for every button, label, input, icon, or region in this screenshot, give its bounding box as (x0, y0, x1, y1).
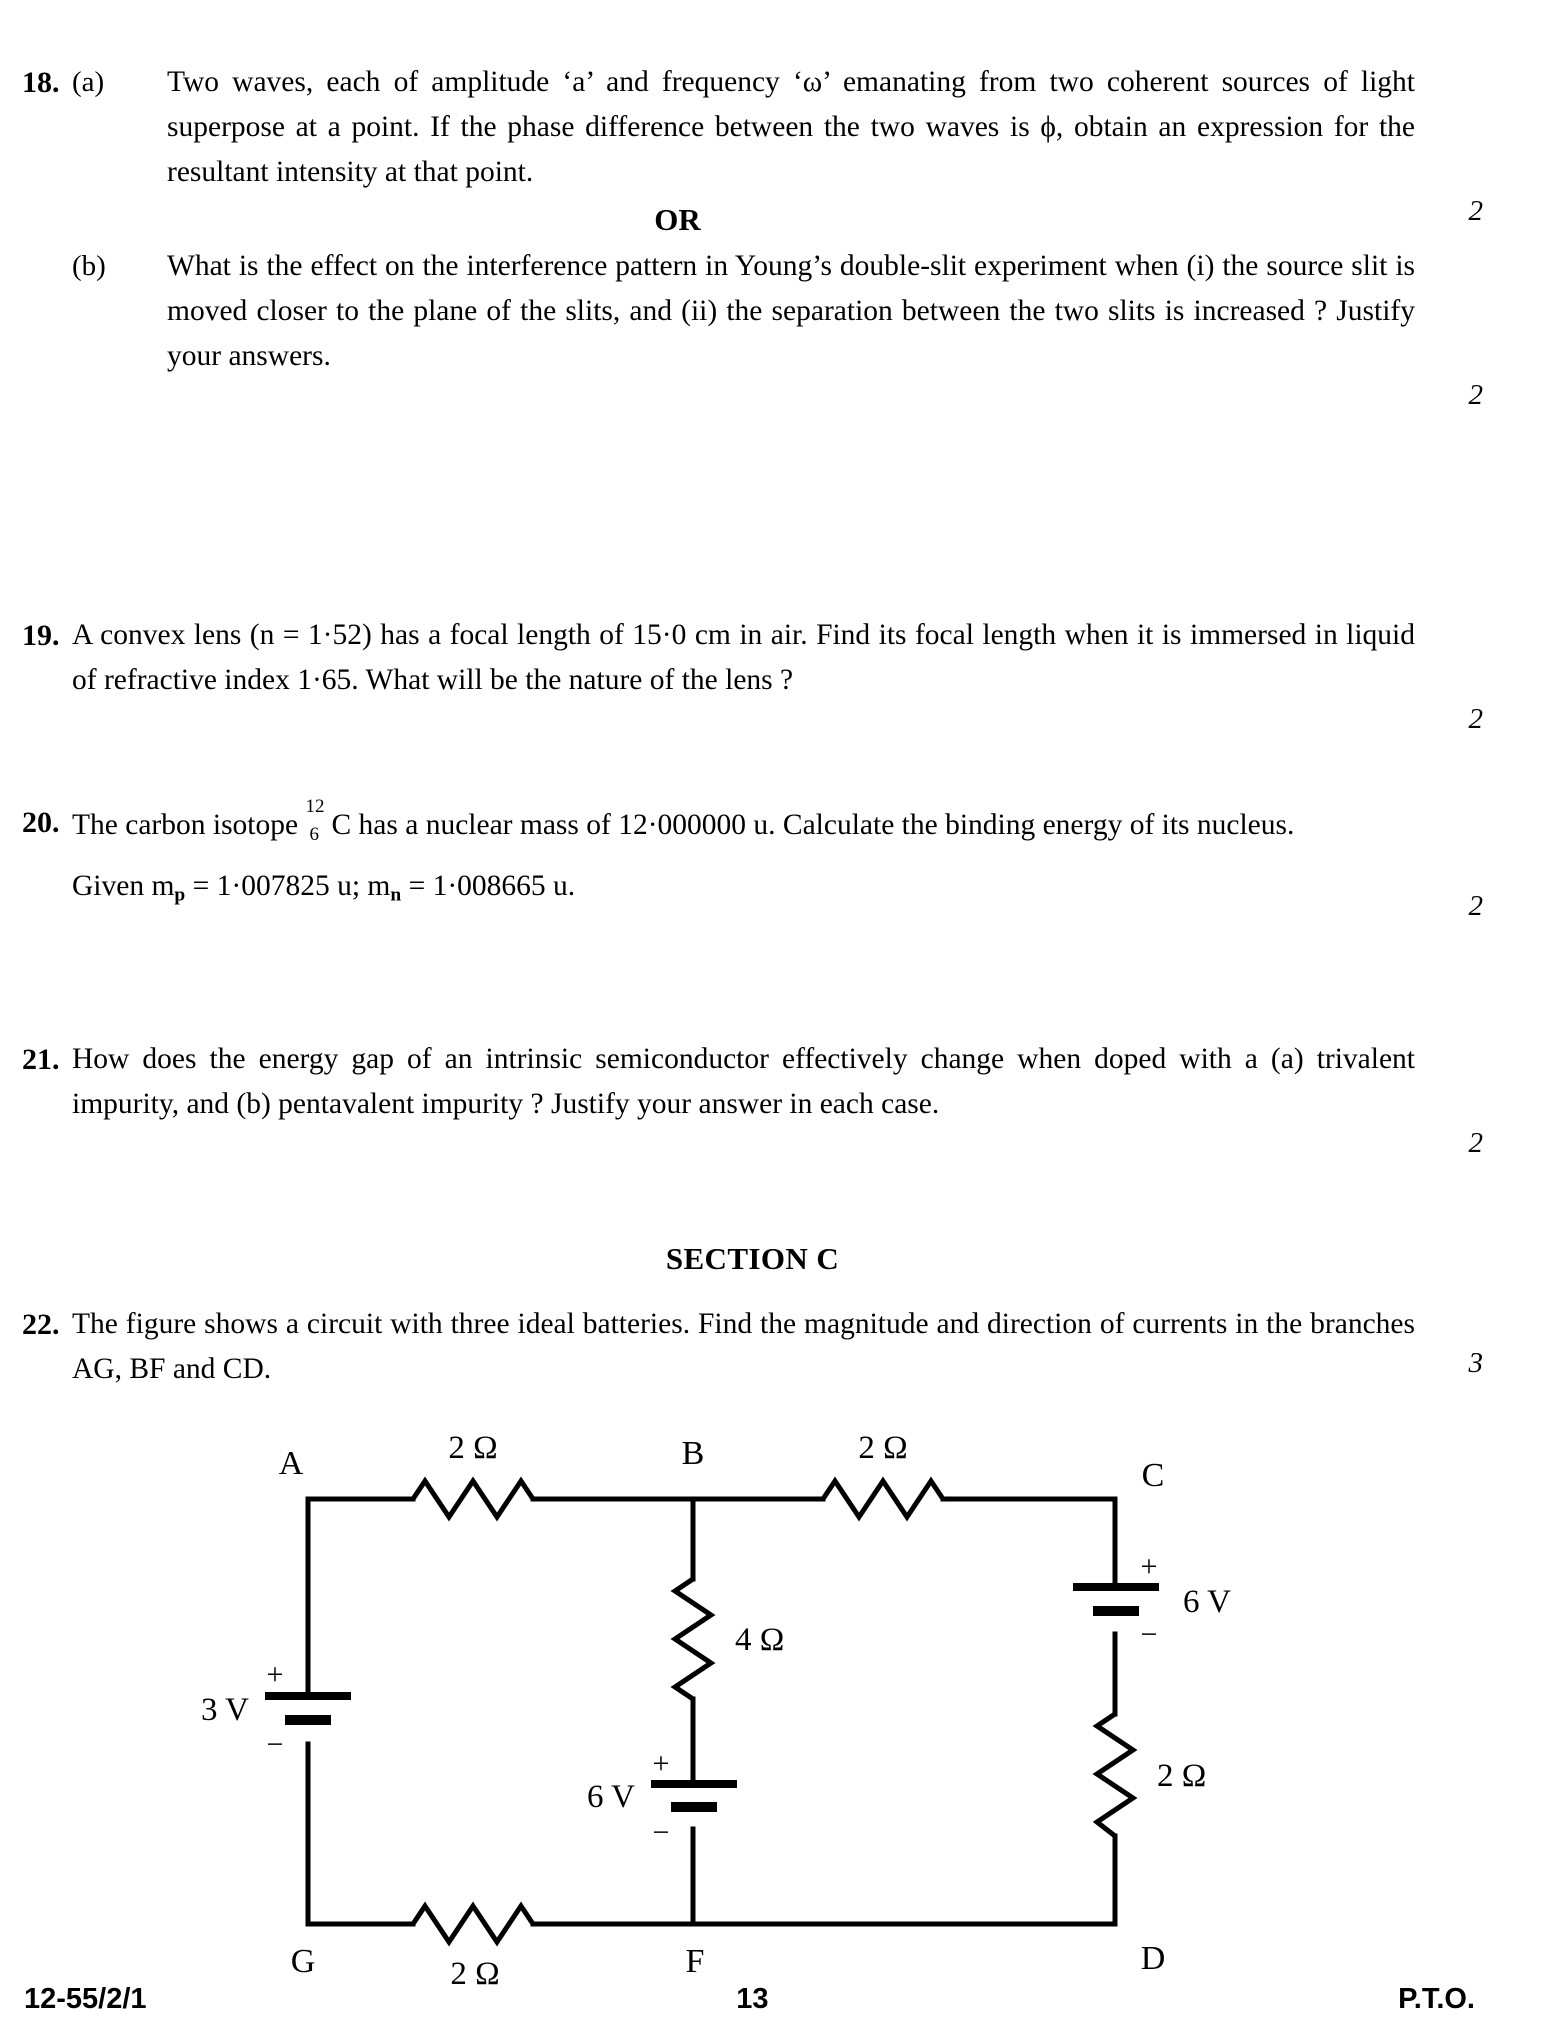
question-20-text-after-isotope: has a nuclear mass of 12·000000 u. Calculate the binding energy of its nucleus. (351, 809, 1295, 841)
question-19 (0, 613, 1505, 735)
question-18-part-b (0, 244, 1505, 412)
footer-paper-code: 12-55/2/1 (24, 1983, 147, 2015)
battery-ag-plus-sign: + (266, 1658, 283, 1691)
resistor-bf-zigzag (675, 1579, 711, 1699)
battery-bf-label: 6 V (586, 1779, 635, 1815)
resistor-gf-zigzag (413, 1906, 533, 1942)
resistor-ab-zigzag (413, 1481, 533, 1517)
node-label-b: B (681, 1435, 704, 1472)
battery-cd-label: 6 V (1182, 1584, 1231, 1620)
question-22-number: 22. (22, 1308, 60, 1341)
question-19-text: A convex lens (n = 1·52) has a focal length of 15·0 cm in air. Find its focal length when it is immersed in liquid of refractive index 1·65. What will be the nature of the lens ? (72, 619, 1415, 696)
footer-page-number: 13 (736, 1983, 769, 2015)
node-label-a: A (278, 1445, 303, 1482)
question-18-part-b-marks: 2 (1468, 379, 1483, 412)
battery-ag-label: 3 V (200, 1692, 249, 1728)
question-18-part-a-text: Two waves, each of amplitude ‘a’ and frequency ‘ω’ emanating from two coherent sources of light superpose at a point. If the phase difference between the two waves is ϕ, obtain an expression for the resultant intensity at that point. (167, 66, 1415, 188)
isotope-mass-number: 12 (305, 795, 325, 817)
circuit-wires (308, 1499, 1115, 1924)
question-20-text (72, 795, 1433, 850)
question-18-or-label: OR (654, 202, 701, 238)
given-subscript-neutron: n (390, 884, 402, 906)
resistor-bf-label: 4 Ω (734, 1622, 784, 1658)
battery-cd-minus-sign: − (1140, 1618, 1157, 1651)
circuit-figure (0, 1424, 1505, 1992)
question-21-number: 21. (22, 1043, 60, 1076)
resistor-cd-label: 2 Ω (1156, 1758, 1206, 1794)
question-20-marks: 2 (1468, 890, 1483, 922)
question-21-marks: 2 (1468, 1127, 1483, 1159)
isotope-atomic-number: 6 (309, 823, 319, 845)
given-suffix: = 1·008665 u. (401, 870, 576, 903)
resistor-bc-zigzag (823, 1481, 943, 1517)
battery-ag-minus-sign: − (266, 1728, 283, 1761)
question-18-part-a (0, 60, 1505, 227)
isotope-symbol: C (331, 809, 352, 841)
question-22-marks: 3 (1468, 1347, 1483, 1379)
node-label-g: G (290, 1943, 315, 1980)
question-22-text: The figure shows a circuit with three ideal batteries. Find the magnitude and direction of currents in the branches AG, BF and CD. (72, 1308, 1415, 1385)
given-subscript-proton: p (174, 884, 186, 906)
resistor-ab-label: 2 Ω (447, 1430, 498, 1466)
given-mid: = 1·007825 u; m (185, 870, 391, 903)
battery-bf-minus-sign: − (652, 1816, 669, 1849)
question-20 (0, 795, 1505, 922)
battery-cd-6v (1073, 1550, 1231, 1651)
isotope-carbon-12 (305, 795, 331, 845)
node-label-d: D (1140, 1940, 1165, 1977)
question-18-part-a-marks: 2 (1468, 195, 1483, 227)
question-18-part-b-text: What is the effect on the interference pattern in Young’s double-slit experiment when (i) the source slit is moved closer to the plane of the slits, and (ii) the separation between the two slits is increased ? Justify your answers. (167, 250, 1415, 373)
question-19-marks: 2 (1468, 703, 1483, 735)
question-18-number: 18. (22, 66, 60, 99)
section-c-heading: SECTION C (665, 1241, 840, 1276)
resistor-cd-zigzag (1097, 1714, 1133, 1836)
question-19-number: 19. (22, 619, 60, 652)
question-22 (0, 1302, 1505, 1392)
battery-cd-plus-sign: + (1140, 1550, 1157, 1583)
node-label-c: C (1141, 1457, 1164, 1494)
question-21 (0, 1037, 1505, 1159)
question-20-text-before-isotope: The carbon isotope (72, 809, 306, 841)
resistor-bc-label: 2 Ω (857, 1430, 908, 1466)
question-18-part-a-label: (a) (72, 66, 105, 98)
question-18 (0, 60, 1505, 412)
circuit-diagram-svg (200, 1424, 1253, 1992)
footer-pto: P.T.O. (1398, 1983, 1475, 2015)
resistor-gf-label: 2 Ω (449, 1956, 500, 1992)
battery-bf-6v (587, 1747, 737, 1849)
question-18-part-b-label: (b) (72, 250, 106, 283)
node-label-f: F (685, 1943, 704, 1980)
battery-bf-plus-sign: + (652, 1747, 669, 1780)
question-21-text: How does the energy gap of an intrinsic semiconductor effectively change when doped with a (a) trivalent impurity, and (b) pentavalent impurity ? Justify your answer in each case. (72, 1043, 1415, 1120)
question-20-given-text (72, 864, 1433, 910)
question-20-number: 20. (22, 806, 60, 839)
page-footer (0, 1983, 1505, 2016)
battery-ag-3v (201, 1658, 351, 1761)
given-prefix: Given m (72, 870, 175, 903)
question-20-given-line (0, 864, 1505, 910)
